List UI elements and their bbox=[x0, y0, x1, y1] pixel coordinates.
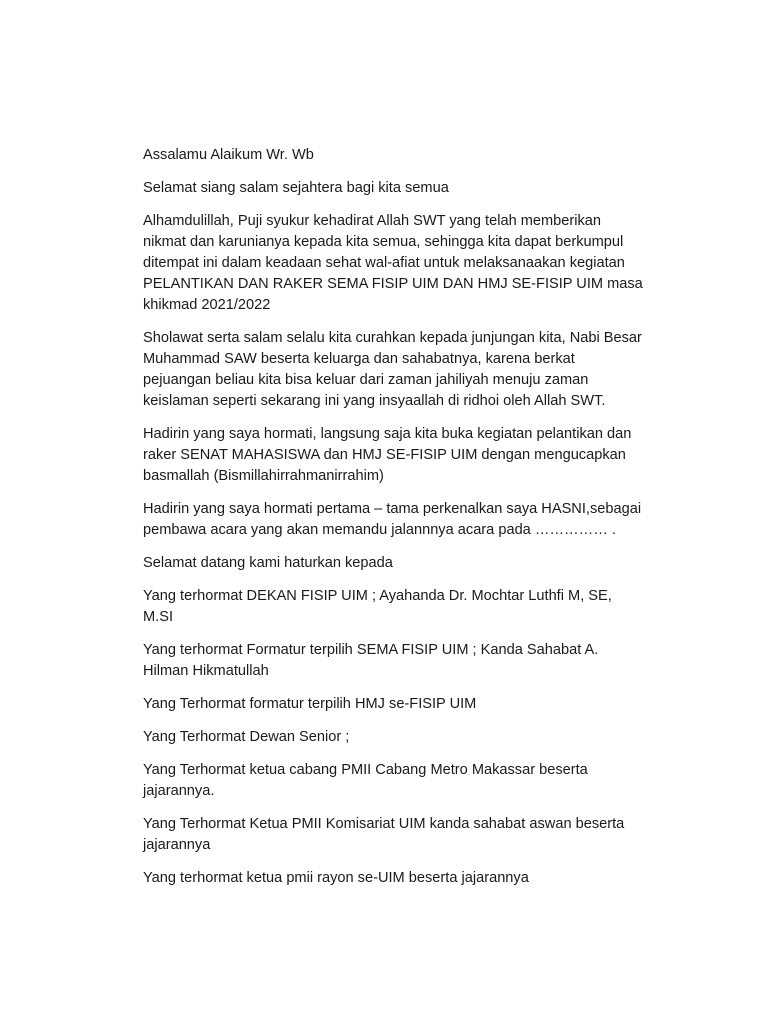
honored-guest-pmii-branch: Yang Terhormat ketua cabang PMII Cabang Metro Makassar beserta jajarannya. bbox=[143, 762, 588, 799]
honored-guest-pmii-rayon: Yang terhormat ketua pmii rayon se-UIM beserta jajarannya bbox=[143, 870, 529, 886]
honored-guest-dean: Yang terhormat DEKAN FISIP UIM ; Ayahanda Dr. Mochtar Luthfi M, SE, M.SI bbox=[143, 588, 612, 625]
welcome-paragraph: Selamat datang kami haturkan kepada bbox=[143, 555, 393, 571]
sholawat-paragraph: Sholawat serta salam selalu kita curahkan kepada junjungan kita, Nabi Besar Muhammad SAW beserta keluarga dan sahabatnya, karena berkat pejuangan beliau kita bisa keluar dari zaman jahiliyah menuju zaman keislaman seperti sekarang ini yang insyaallah di ridhoi oleh Allah SWT. bbox=[143, 330, 642, 409]
honored-guest-pmii-commissariat: Yang Terhormat Ketua PMII Komisariat UIM kanda sahabat aswan beserta jajarannya bbox=[143, 816, 625, 853]
opening-paragraph: Hadirin yang saya hormati, langsung saja kita buka kegiatan pelantikan dan raker SENAT MAHASISWA dan HMJ SE-FISIP UIM dengan mengucapkan basmallah (Bismillahirrahmanirrahim) bbox=[143, 426, 632, 484]
document-body bbox=[143, 145, 663, 901]
introduction-paragraph: Hadirin yang saya hormati pertama – tama perkenalkan saya HASNI,sebagai pembawa acara yang akan memandu jalannnya acara pada …………… . bbox=[143, 501, 642, 538]
greeting-paragraph: Assalamu Alaikum Wr. Wb bbox=[143, 147, 314, 163]
honored-guest-sema-formatur: Yang terhormat Formatur terpilih SEMA FISIP UIM ; Kanda Sahabat A. Hilman Hikmatullah bbox=[143, 642, 599, 679]
gratitude-paragraph: Alhamdulillah, Puji syukur kehadirat Allah SWT yang telah memberikan nikmat dan karunianya kepada kita semua, sehingga kita dapat berkumpul ditempat ini dalam keadaan sehat wal-afiat untuk melaksanaakan kegiatan PELANTIKAN DAN RAKER SEMA FISIP UIM DAN HMJ SE-FISIP UIM masa khikmad 2021/2022 bbox=[143, 213, 643, 313]
honored-guest-senior-council: Yang Terhormat Dewan Senior ; bbox=[143, 729, 350, 745]
honored-guest-hmj-formatur: Yang Terhormat formatur terpilih HMJ se-FISIP UIM bbox=[143, 696, 477, 712]
salutation-paragraph: Selamat siang salam sejahtera bagi kita semua bbox=[143, 180, 449, 196]
